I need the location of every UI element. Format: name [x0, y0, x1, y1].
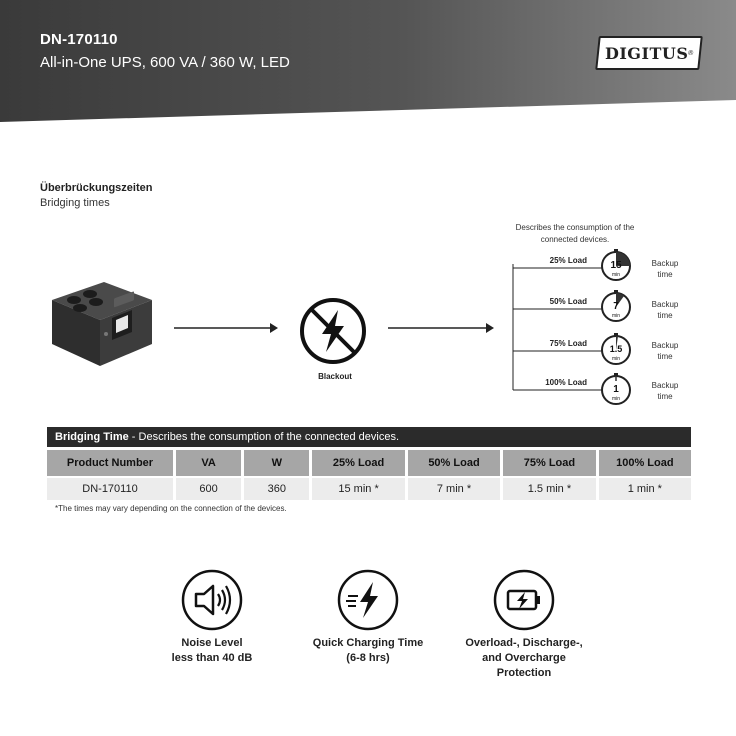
- timer-unit-25: min: [611, 272, 621, 278]
- load-label-50: 50% Load: [549, 297, 587, 306]
- bridging-time-table: [47, 427, 691, 500]
- backup-label-75: Backup time: [651, 341, 679, 361]
- describes-text: Describes the consumption of the connected devices.: [515, 223, 635, 244]
- feature-label-noise: [140, 636, 284, 666]
- timer-value-50: 7: [613, 301, 619, 312]
- timer-value-25: 15: [610, 260, 622, 271]
- battery-protection-icon: [492, 568, 556, 632]
- col-product-number: Product Number: [47, 447, 176, 476]
- table-heading-row: [47, 427, 691, 447]
- timer-unit-75: min: [611, 356, 621, 362]
- load-label-25: 25% Load: [549, 256, 587, 265]
- timer-unit-50: min: [611, 313, 621, 319]
- load-label-75: 75% Load: [549, 339, 587, 348]
- backup-label-25: Backup time: [651, 259, 679, 279]
- feature-protection-line2: and Overcharge: [482, 652, 566, 664]
- table-header-row: [47, 447, 691, 476]
- feature-protection-line3: Protection: [496, 667, 552, 679]
- backup-label-100: Backup time: [651, 381, 679, 401]
- timer-icon-25: [599, 249, 633, 283]
- quick-charge-icon: [336, 568, 400, 632]
- blackout-label: Blackout: [318, 372, 352, 381]
- load-label-100: 100% Load: [545, 378, 587, 387]
- feature-noise-line1: Noise Level: [181, 637, 243, 649]
- table-heading-rest: - Describes the consumption of the connected devices.: [128, 431, 400, 443]
- feature-label-charging: [288, 636, 448, 666]
- col-w: W: [244, 447, 312, 476]
- timer-value-100: 1: [613, 384, 619, 395]
- cell-va: 600: [176, 476, 244, 500]
- cell-75-load: 1.5 min *: [503, 476, 598, 500]
- col-100-load: 100% Load: [599, 447, 691, 476]
- feature-label-protection: [448, 636, 600, 681]
- product-subtitle: All-in-One UPS, 600 VA / 360 W, LED: [40, 54, 290, 71]
- cell-50-load: 7 min *: [408, 476, 503, 500]
- timer-unit-100: min: [611, 396, 621, 402]
- col-50-load: 50% Load: [408, 447, 503, 476]
- feature-charging-line2: (6-8 hrs): [346, 652, 390, 664]
- cell-100-load: 1 min *: [599, 476, 691, 500]
- section-title-de: Überbrückungszeiten: [40, 182, 153, 194]
- blackout-icon: [298, 296, 368, 366]
- table-heading: [47, 427, 691, 447]
- ups-device-image: [44, 278, 154, 370]
- section-title-en: Bridging times: [40, 197, 110, 209]
- table-footnote: *The times may vary depending on the connection of the devices.: [55, 504, 287, 513]
- timer-icon-100: [599, 373, 633, 407]
- load-branch-lines: [512, 264, 608, 394]
- cell-product-number: DN-170110: [47, 476, 176, 500]
- speaker-icon: [180, 568, 244, 632]
- digitus-logo: DIGITUS ®: [595, 36, 703, 70]
- arrow-to-loads: [388, 322, 494, 334]
- feature-protection-line1: Overload-, Discharge-,: [465, 637, 583, 649]
- timer-value-75: 1.5: [609, 344, 623, 354]
- feature-charging-line1: Quick Charging Time: [312, 637, 424, 649]
- table-heading-bold: Bridging Time: [55, 431, 129, 443]
- feature-noise-line2: less than 40 dB: [171, 652, 253, 664]
- cell-w: 360: [244, 476, 312, 500]
- timer-icon-50: [599, 290, 633, 324]
- timer-icon-75: [599, 333, 633, 367]
- backup-label-50: Backup time: [651, 300, 679, 320]
- col-va: VA: [176, 447, 244, 476]
- col-25-load: 25% Load: [312, 447, 407, 476]
- col-75-load: 75% Load: [503, 447, 598, 476]
- table-row: [47, 476, 691, 500]
- logo-text: DIGITUS: [604, 43, 689, 63]
- arrow-to-blackout: [174, 322, 278, 334]
- cell-25-load: 15 min *: [312, 476, 407, 500]
- product-code: DN-170110: [40, 31, 118, 48]
